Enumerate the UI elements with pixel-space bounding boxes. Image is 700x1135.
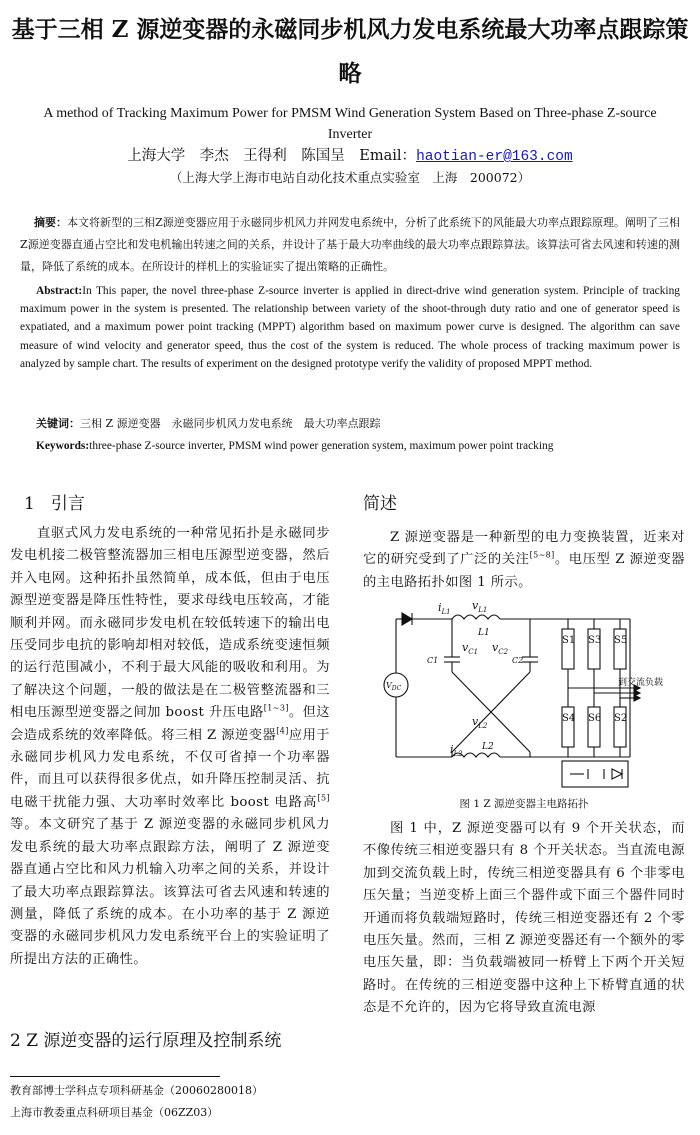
keywords-en-text: three-phase Z-source inverter, PMSM wind power generation system, maximum power point tracking <box>89 440 554 452</box>
inductor-l1-symbol <box>452 615 500 619</box>
label-s3: S3 <box>588 635 602 646</box>
abstract-english <box>20 282 680 373</box>
brief-heading: 简述 <box>363 494 397 514</box>
section-1-heading <box>24 493 85 515</box>
abstract-zh-text: 本文将新型的三相Z源逆变器应用于永磁同步机风力并网发电系统中，分析了此系统下的风能最大功率点跟踪原理。阐明了三相Z源逆变器直通占空比和发电机输出转速之间的关系，并设计了基于最大功率曲线的最大功率点跟踪算法。该算法可省去风速和转速的测量，降低了系统的成本。在所设计的样机上的实验证实了提出策略的正确性。 <box>20 216 681 273</box>
footnote-divider <box>10 1076 220 1077</box>
section-2-heading: 2 Z 源逆变器的运行原理及控制系统 <box>10 1031 282 1051</box>
keywords-en-label: Keywords: <box>36 440 90 452</box>
keywords-english <box>36 437 680 455</box>
label-il1: $i_{L1}$ <box>438 601 451 616</box>
footnote-1: 教育部博士学科点专项科研基金（20060280018） <box>10 1084 263 1097</box>
label-c1: C1 <box>427 656 439 665</box>
brief-paragraph-1 <box>363 527 685 594</box>
abstract-chinese <box>20 212 680 278</box>
section-1-title: 引言 <box>50 494 85 514</box>
brief-text-part-2: 。电压型 Z 源逆变器的主电路拓扑如图 1 所示。 <box>363 552 685 590</box>
section-1-paragraph <box>10 523 330 971</box>
label-vc2: $v_{C2}$ <box>492 641 509 656</box>
citation-5-8: [5~8] <box>529 550 555 560</box>
abstract-zh-label: 摘要： <box>34 216 68 229</box>
paper-title: 基于三相 Z 源逆变器的永磁同步机风力发电系统最大功率点跟踪策略 <box>11 16 689 87</box>
figure-1-caption: 图 1 Z 源逆变器主电路拓扑 <box>459 798 589 810</box>
figure-1-circuit-diagram <box>372 597 684 789</box>
affiliation: （上海大学上海市电站自动化技术重点实验室 上海 200072） <box>169 170 531 185</box>
email-label: Email： <box>359 148 417 164</box>
label-s4: S4 <box>562 713 576 724</box>
label-s2: S2 <box>614 713 628 724</box>
brief-paragraph-2: 图 1 中，Z 源逆变器可以有 9 个开关状态，而不像传统三相逆变器只有 8 个开关状态。当直流电源加到交流负载上时，传统三相逆变器具有 6 个非零电压矢量；当逆变桥上面三个器件或下面三个器件同时开通而将负载端短路时，传统三相逆变器还有 2 个零电压矢量。然而，三相 Z 源逆变器还有一个额外的零电压矢量，即：当负载端被同一桥臂上下两个开关短路时。在传统的三相逆变器中这种上下桥臂直通的状态是不允许的，因为它将导致直流电源 <box>363 821 685 1016</box>
author-line <box>0 146 700 167</box>
label-s1: S1 <box>562 635 576 646</box>
citation-5: [5] <box>317 793 330 803</box>
label-l2: L2 <box>482 742 494 752</box>
diode-symbol <box>402 613 412 625</box>
keywords-zh-label: 关键词： <box>36 417 80 430</box>
paper-title-english: A method of Tracking Maximum Power for PMSM Wind Generation System Based on Three-phase Z-source Inverter <box>43 106 657 142</box>
label-vdc: $V_{DC}$ <box>386 681 402 692</box>
keywords-chinese <box>36 415 680 433</box>
brief-text-part-1: Z 源逆变器是一种新型的电力变换装置，近来对它的研究受到了广泛的关注 <box>363 530 685 568</box>
citation-4: [4] <box>276 726 289 736</box>
keywords-zh-text: 三相 Z 源逆变器 永磁同步机风力发电系统 最大功率点跟踪 <box>80 417 381 430</box>
label-s6: S6 <box>588 713 602 724</box>
label-to-ac-load: 到交流负载 <box>618 678 664 688</box>
intro-text-part-3: 应用于永磁同步机风力发电系统，不仅可省掉一个功率器件，而且可以获得很多优点，如升降压控制灵活、抗电磁干扰能力强、大功率时效率比 boost 电路高 <box>10 727 331 810</box>
abstract-en-label: Abstract: <box>36 285 83 297</box>
intro-text-part-1: 直驱式风力发电系统的一种常见拓扑是永磁同步发电机接二极管整流器加三相电压源型逆变器，然后并入电网。这种拓扑虽然简单，成本低，但由于电压源型逆变器是降压性特性，要求母线电压较高，才能顺利并网。而永磁同步发电机在较低转速下的输出电压受同步电抗的影响却相对较低，造成系统变速恒频的运行范围减小，不利于最大风能的吸收和利用。为了解决这个问题，一般的做法是在二极管整流器和三相电压源型逆变器之间加 boost 升压电路 <box>10 526 330 721</box>
label-vc1: $v_{C1}$ <box>462 641 479 656</box>
footnote-2: 上海市教委重点科研项目基金（06ZZ03） <box>10 1106 219 1119</box>
citation-1-3: [1~3] <box>263 703 289 713</box>
label-vl2: $v_{L2}$ <box>472 715 488 730</box>
label-c2: C2 <box>512 656 524 665</box>
label-il2: $i_{L2}$ <box>450 743 463 758</box>
intro-text-part-2: 。但这会造成系统的效率降低。将三相 Z 源逆变器 <box>10 705 330 743</box>
label-s5: S5 <box>614 635 628 646</box>
author-email-link[interactable]: haotian-er@163.com <box>416 149 573 165</box>
abstract-en-text: In This paper, the novel three-phase Z-source inverter is applied in direct-drive wind generation system. Principle of tracking maximum power in the system is presented. The relationship between variety of the shoot-through duty ratio and one of generator speed is expatiated, and a maximum power point tracking (MPPT) algorithm based on maximum power curve is designed. The algorithm can save measure of wind velocity and generator speed, thus the cost of the system is reduced. The whole process of tracking maximum power is analyzed by sample chart. The results of experiment on the designed prototype verify the validity of proposed MPPT method. <box>20 285 680 370</box>
label-l1: L1 <box>478 628 490 638</box>
author-names: 上海大学 李杰 王得利 陈国呈 <box>127 148 345 164</box>
label-vl1: $v_{L1}$ <box>472 599 488 614</box>
intro-text-part-4: 等。本文研究了基于 Z 源逆变器的永磁同步机风力发电系统的最大功率点跟踪方法，阐明了 Z 源逆变器直通占空比和风力机输入功率之间的关系，并设计了最大功率点跟踪算法。该算法可省去风速和转速的测量，降低了系统的成本。在小功率的基于 Z 源逆变器的永磁同步机风力发电系统平台上的实验证明了所提出方法的正确性。 <box>10 817 330 967</box>
section-1-number: 1 <box>24 494 35 514</box>
z-source-inverter-schematic <box>372 597 684 789</box>
